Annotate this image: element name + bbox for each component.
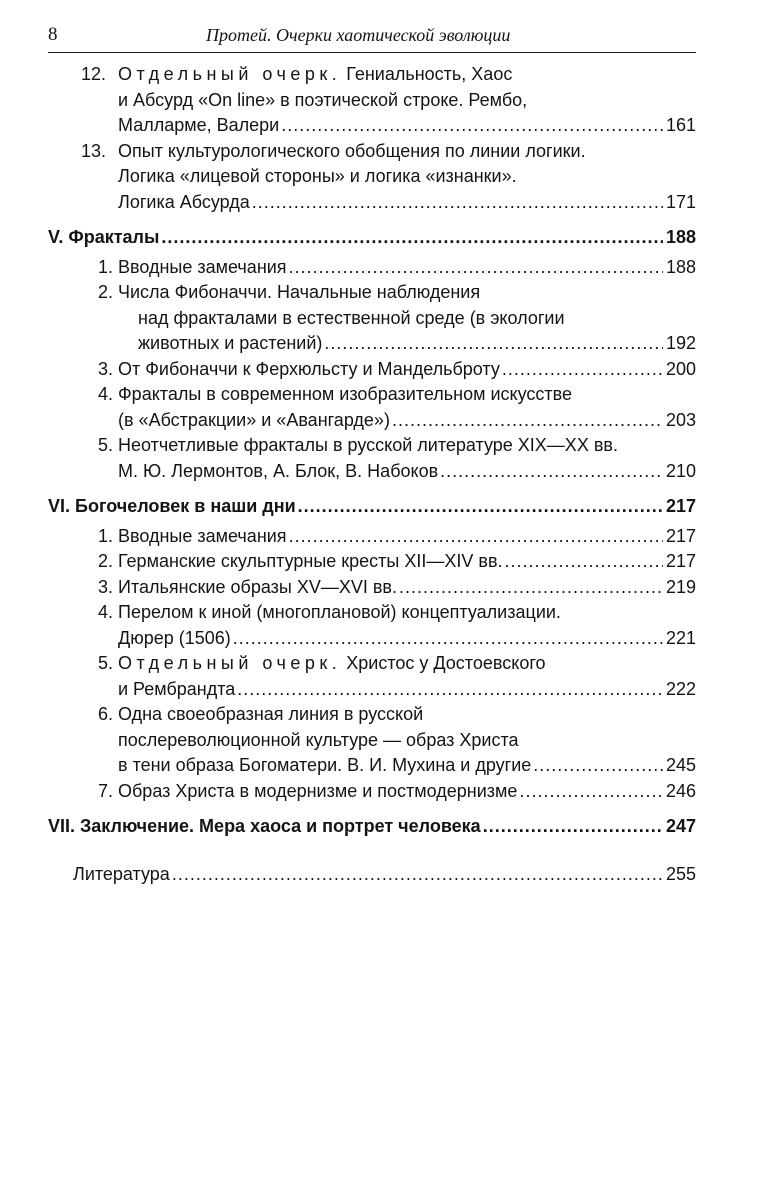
entry-number: 6. [98,704,114,724]
dot-leader [502,357,663,383]
entry-number: 3. [98,576,114,597]
entry-text: Числа Фибоначчи. Начальные наблюдения [118,282,481,302]
dot-leader [289,255,663,281]
page-ref: 203 [665,409,696,430]
entry-text: и Абсурд «On line» в поэтической строке. Рембо, [118,89,528,110]
entry-text: Одна своеобразная линия в русской [118,704,424,724]
dot-leader [483,814,663,840]
dot-leader [505,549,663,575]
entry-text: животных и растений) [138,333,323,353]
entry-text: Опыт культурологического обобщения по линии логики. [118,140,586,161]
toc-entry-6-5[interactable] [48,651,696,702]
dot-leader [519,779,663,805]
entry-text: Христос у Достоевского [341,653,546,673]
entry-number: 3. [98,358,114,379]
dot-leader [252,190,663,216]
page-ref: 200 [665,358,696,379]
dot-leader [440,459,663,485]
page-ref: 192 [665,333,696,353]
toc-entry-5-2[interactable] [48,280,696,357]
entry-number: 2. [98,282,114,302]
page-ref: 219 [665,576,696,597]
entry-number: 5. [98,653,114,673]
entry-text: Малларме, Валери [118,115,280,135]
entry-text: над фракталами в естественной среде (в экологии [138,307,565,328]
page-ref: 210 [665,460,696,481]
entry-text: Образ Христа в модернизме и постмодернизме [118,780,518,801]
running-title: Протей. Очерки хаотической эволюции [206,25,511,45]
toc-entry-5-1[interactable] [48,255,696,281]
section-title: V. Фракталы [48,227,160,247]
toc-entry-6-3[interactable] [48,575,696,601]
running-header [48,24,696,53]
page-ref: 247 [665,816,696,836]
page-number: 8 [48,24,58,45]
entry-text: Гениальность, Хаос [341,64,513,84]
entry-text: в тени образа Богоматери. В. И. Мухина и другие [118,755,532,775]
toc-entry-5-4[interactable] [48,382,696,433]
entry-number: 4. [98,602,114,622]
toc-entry-5-3[interactable] [48,357,696,383]
page-ref: 217 [665,525,696,546]
entry-number: 2. [98,551,114,571]
entry-number: 5. [98,435,114,455]
dot-leader [392,408,663,434]
entry-text: Неотчетливые фракталы в русской литературе XIX—XX вв. [118,435,618,455]
toc-entry-6-2[interactable] [48,549,696,575]
entry-text: Германские скульптурные кресты XII—XIV вв. [118,551,503,571]
page-ref: 188 [665,256,696,277]
entry-text: М. Ю. Лермонтов, А. Блок, В. Набоков [118,460,439,481]
toc-section-6[interactable] [48,494,696,520]
dot-leader [237,677,663,703]
toc-entry-6-1[interactable] [48,524,696,550]
page-ref: 245 [665,755,696,775]
entry-number: 7. [98,780,114,801]
toc-section-5[interactable] [48,225,696,251]
spaced-label: Отдельный очерк. [118,64,342,84]
entry-text: Логика «лицевой стороны» и логика «изнанки». [118,166,517,186]
section-title: VII. Заключение. Мера хаоса и портрет человека [48,816,481,836]
entry-text: Логика Абсурда [118,191,250,212]
entry-text: (в «Абстракции» и «Авангарде») [118,409,390,430]
entry-text: Фракталы в современном изобразительном искусстве [118,384,573,404]
entry-number: 1. [98,525,114,546]
toc-entry-6-7[interactable] [48,779,696,805]
entry-text: Дюрер (1506) [118,627,231,648]
toc-entry-13[interactable] [48,139,696,216]
page-ref: 217 [665,496,696,516]
page-ref: 188 [665,227,696,247]
dot-leader [324,331,663,357]
page-ref: 221 [665,627,696,648]
dot-leader [533,753,663,779]
toc-section-7[interactable] [48,814,696,840]
dot-leader [281,113,663,139]
entry-text: и Рембрандта [118,678,236,699]
dot-leader [298,494,663,520]
section-title: VI. Богочеловек в наши дни [48,496,296,516]
dot-leader [289,524,663,550]
entry-number: 1. [98,256,114,277]
toc-entry-12[interactable] [48,62,696,139]
toc-entry-6-6[interactable] [48,702,696,779]
table-of-contents [48,62,696,887]
dot-leader [233,626,663,652]
dot-leader [161,225,663,251]
page-ref: 255 [665,863,696,884]
entry-text: послереволюционной культуре — образ Христа [118,729,519,750]
spaced-label: Отдельный очерк. [118,653,342,673]
entry-text: Перелом к иной (многоплановой) концептуализации. [118,602,561,622]
entry-text: Итальянские образы XV—XVI вв. [118,576,397,597]
entry-text: От Фибоначчи к Ферхюльсту и Мандельброту [118,358,500,379]
entry-text: Вводные замечания [118,256,287,277]
entry-number: 13. [81,140,107,161]
page-ref: 171 [665,191,696,212]
page-ref: 217 [665,551,696,571]
entry-number: 4. [98,384,114,404]
entry-number: 12. [81,64,107,84]
entry-text: Вводные замечания [118,525,287,546]
toc-entry-6-4[interactable] [48,600,696,651]
page-ref: 161 [665,115,696,135]
toc-literature[interactable] [48,862,696,888]
dot-leader [399,575,663,601]
toc-entry-5-5[interactable] [48,433,696,484]
page-ref: 246 [665,780,696,801]
literature-title: Литература [73,863,170,884]
page-ref: 222 [665,678,696,699]
dot-leader [172,862,663,888]
